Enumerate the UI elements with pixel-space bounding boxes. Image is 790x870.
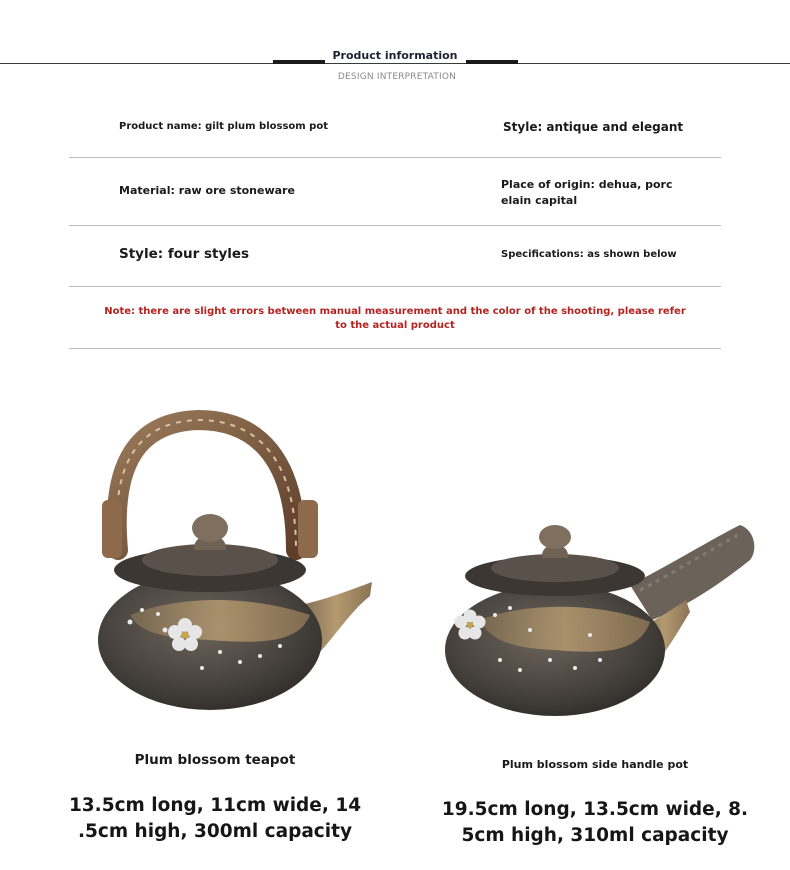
product-name: Product name: gilt plum blossom pot: [119, 121, 328, 132]
product-1-dimensions: [60, 793, 370, 845]
product-2-dimensions: [430, 797, 760, 849]
product-1-name: Plum blossom teapot: [134, 752, 296, 768]
note-line-2: to the actual product: [335, 320, 455, 331]
product-1-dims-line-1: 13.5cm long, 11cm wide, 14: [68, 795, 362, 816]
origin-line-1: Place of origin: dehua, porc: [501, 178, 673, 191]
style-four: Style: four styles: [119, 246, 250, 262]
plum-blossom-teapot-image: [70, 400, 390, 720]
divider-3: [69, 286, 721, 287]
product-2-name: Plum blossom side handle pot: [501, 758, 689, 771]
style-antique: Style: antique and elegant: [503, 120, 684, 134]
material: Material: raw ore stoneware: [119, 184, 295, 197]
product-2-dims-line-2: 5cm high, 310ml capacity: [461, 825, 729, 846]
place-of-origin: [501, 177, 673, 209]
divider-4: [69, 348, 721, 349]
divider-2: [69, 225, 721, 226]
section-subtitle: DESIGN INTERPRETATION: [337, 72, 457, 82]
section-title: Product information: [332, 49, 458, 62]
divider-1: [69, 157, 721, 158]
plum-blossom-side-handle-pot-image: [440, 510, 760, 725]
note-line-1: Note: there are slight errors between manual measurement and the color of the shooting, please refer: [104, 306, 686, 317]
origin-line-2: elain capital: [501, 194, 578, 207]
product-1-dims-line-2: .5cm high, 300ml capacity: [77, 821, 353, 842]
product-2-dims-line-1: 19.5cm long, 13.5cm wide, 8.: [441, 799, 749, 820]
specifications: Specifications: as shown below: [501, 249, 677, 260]
header-rule: [0, 63, 790, 64]
measurement-note: [69, 305, 721, 333]
